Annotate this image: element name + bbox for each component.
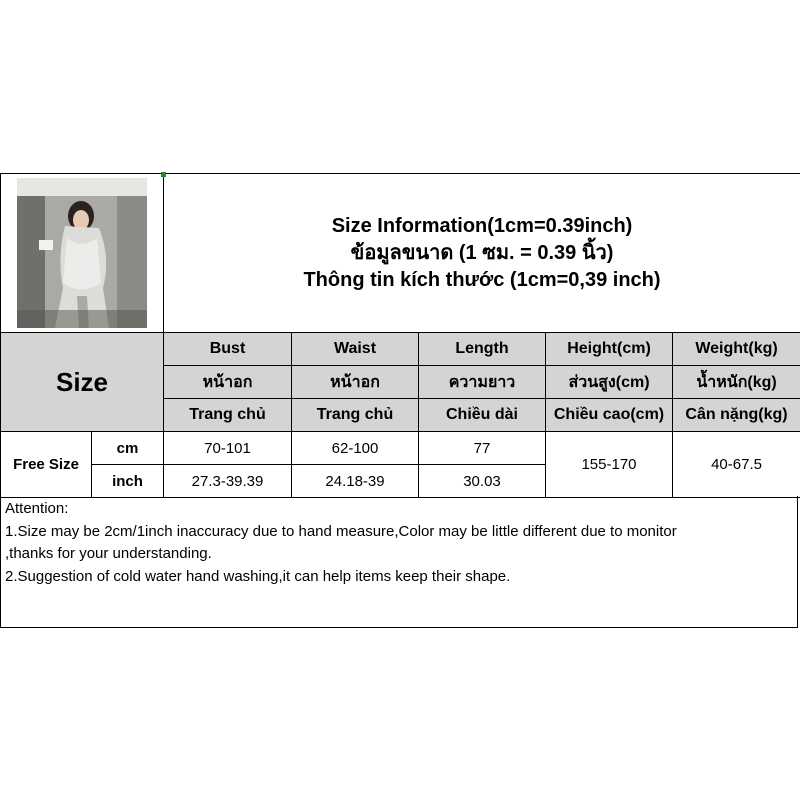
col-length-vi: Chiều dài [419, 399, 546, 432]
col-bust-en: Bust [164, 333, 292, 366]
col-bust-th: หน้าอก [164, 366, 292, 399]
col-height-en: Height(cm) [546, 333, 673, 366]
title-line-vi: Thông tin kích thước (1cm=0,39 inch) [303, 268, 661, 291]
col-length-en: Length [419, 333, 546, 366]
notes-line-2: ,thanks for your understanding. [5, 545, 212, 562]
col-weight-vi: Cân nặng(kg) [673, 399, 800, 432]
col-waist-vi: Trang chủ [292, 399, 419, 432]
col-height-vi: Chiều cao(cm) [546, 399, 673, 432]
title-line-en: Size Information(1cm=0.39inch) [331, 214, 633, 237]
col-waist-en: Waist [292, 333, 419, 366]
title-line-th: ข้อมูลขนาด (1 ซม. = 0.39 นิ้ว) [350, 241, 614, 264]
col-weight-th: น้ำหนัก(kg) [673, 366, 800, 399]
notes-line-1: 1.Size may be 2cm/1inch inaccuracy due to hand measure,Color may be little different due to monitor [5, 522, 677, 540]
length-inch-value: 30.03 [419, 465, 546, 498]
unit-inch-label: inch [92, 465, 164, 498]
col-height-th: ส่วนสูง(cm) [546, 366, 673, 399]
title-block [164, 174, 800, 333]
col-length-th: ความยาว [419, 366, 546, 399]
col-waist-th: หน้าอก [292, 366, 419, 399]
weight-value: 40-67.5 [673, 432, 800, 498]
col-bust-vi: Trang chủ [164, 399, 292, 432]
waist-cm-value: 62-100 [292, 432, 419, 465]
bust-inch-value: 27.3-39.39 [164, 465, 292, 498]
notes-heading: Attention: [5, 500, 69, 517]
bust-cm-value: 70-101 [164, 432, 292, 465]
notes-line-3: 2.Suggestion of cold water hand washing,it can help items keep their shape. [5, 567, 511, 585]
unit-cm-label: cm [92, 432, 164, 465]
col-weight-en: Weight(kg) [673, 333, 800, 366]
size-header: Size [1, 333, 164, 432]
free-size-label: Free Size [1, 432, 92, 498]
product-photo-cell [1, 174, 164, 333]
cell-marker [161, 172, 166, 177]
waist-inch-value: 24.18-39 [292, 465, 419, 498]
size-chart-table [0, 173, 800, 498]
height-value: 155-170 [546, 432, 673, 498]
length-cm-value: 77 [419, 432, 546, 465]
attention-notes [0, 496, 798, 628]
product-photo [17, 178, 147, 328]
